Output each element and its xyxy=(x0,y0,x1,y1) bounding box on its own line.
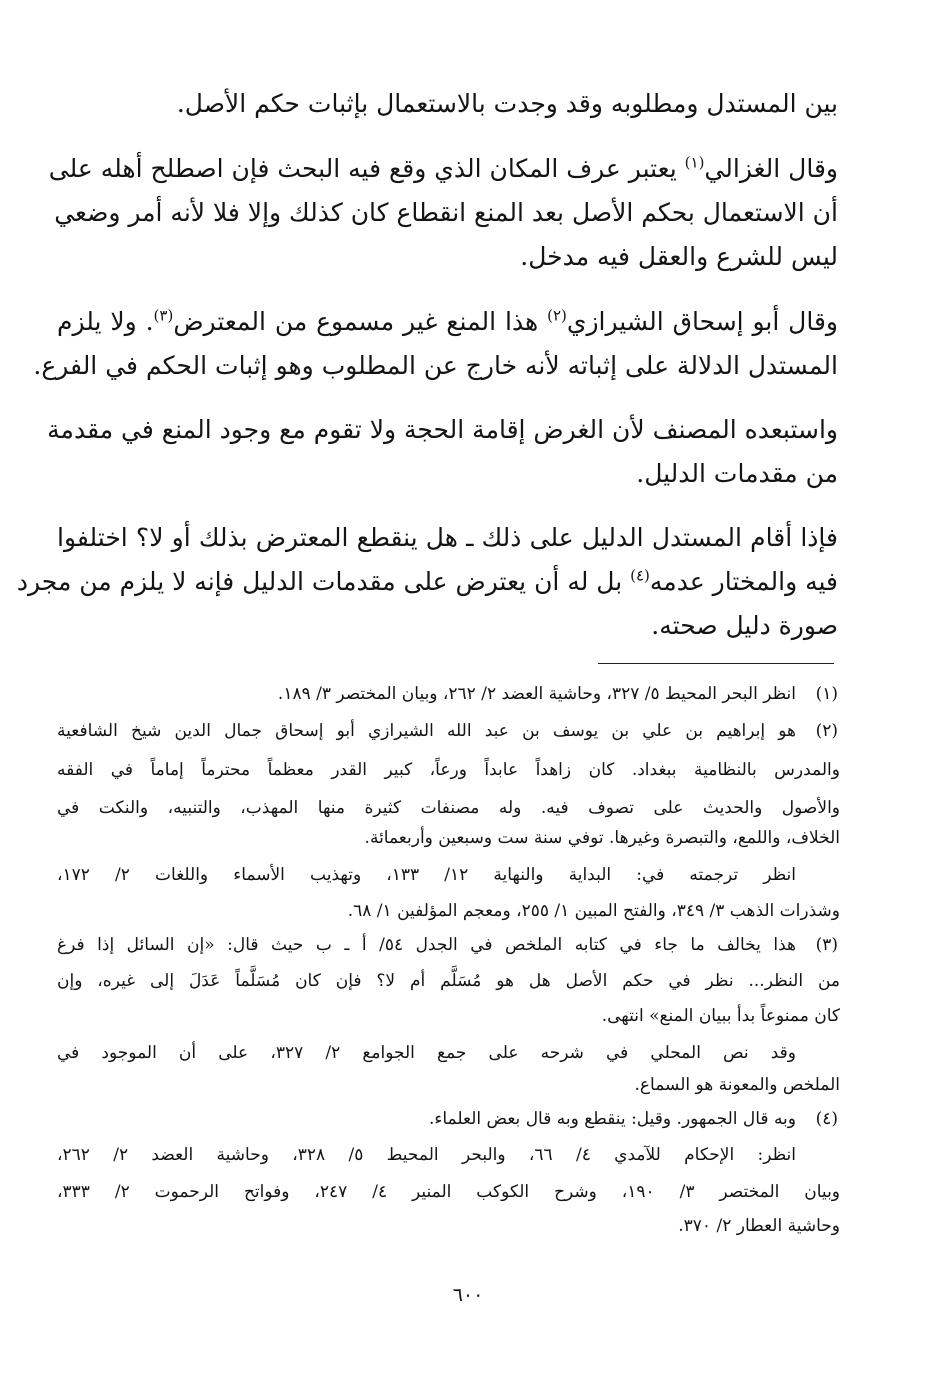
footnote-2-line: الخلاف، واللمع، والتبصرة وغيرها. توفي سنة ست وسبعين وأربعمائة. xyxy=(364,828,840,848)
footnote-1-line: انظر البحر المحيط ٥/ ٣٢٧، وحاشية العضد ٢/ ٢٦٢، وبيان المختصر ٣/ ١٨٩. xyxy=(277,684,796,704)
footnote-3-line: من النظر... نظر في حكم الأصل هل هو مُسَلَّم أم لا؟ فإن كان مُسَلَّماً عَدَلَ إلى غيره، وإن xyxy=(57,971,840,991)
footnote-2-line: هو إبراهيم بن علي بن يوسف بن عبد الله الشيرازي أبو إسحاق جمال الدين شيخ الشافعية xyxy=(57,721,796,741)
footnote-3-line: كان ممنوعاً بدأ ببيان المنع» انتهى. xyxy=(601,1006,840,1026)
text-segment: . ولا يلزم xyxy=(57,307,154,336)
footnote-ref-2[interactable]: (٢) xyxy=(547,306,567,325)
text-segment: بل له أن يعترض على مقدمات الدليل فإنه لا يلزم من مجرد xyxy=(16,567,631,596)
footnote-2-line: وشذرات الذهب ٣/ ٣٤٩، والفتح المبين ١/ ٢٥٥، ومعجم المؤلفين ١/ ٦٨. xyxy=(347,901,840,921)
footnote-3-line: هذا يخالف ما جاء في كتابه الملخص في الجدل ٥٤/ أ ـ ب حيث قال: «إن السائل إذا فرغ xyxy=(57,935,796,955)
footnote-3-line: وقد نص المحلي في شرحه على جمع الجوامع ٢/ ٣٢٧، على أن الموجود في xyxy=(57,1043,796,1063)
paragraph-ghazali-line-1 xyxy=(48,153,838,185)
text-segment: وقال الغزالي xyxy=(704,154,838,183)
footnote-number-4: (٤) xyxy=(815,1109,838,1129)
footnote-3-line: الملخص والمعونة هو السماع. xyxy=(634,1075,840,1095)
paragraph-mustadill-line-3: صورة دليل صحته. xyxy=(651,611,838,640)
footnote-number-2: (٢) xyxy=(815,721,838,741)
footnote-2-line: والأصول والحديث على تصوف فيه. وله مصنفات كثيرة منها المهذب، والتنبيه، والنكت في xyxy=(57,798,840,818)
text-segment: يعتبر عرف المكان الذي وقع فيه البحث فإن اصطلح أهله على xyxy=(48,154,685,183)
footnote-separator xyxy=(598,663,834,664)
paragraph-musannif-line-1: واستبعده المصنف لأن الغرض إقامة الحجة ولا تقوم مع وجود المنع في مقدمة xyxy=(47,415,838,444)
footnote-number-3: (٣) xyxy=(815,935,838,955)
footnote-4-line: انظر: الإحكام للآمدي ٤/ ٦٦، والبحر المحيط ٥/ ٣٢٨، وحاشية العضد ٢/ ٢٦٢، xyxy=(57,1145,797,1165)
paragraph-shirazi-line-1 xyxy=(57,306,838,338)
paragraph-mustadill-line-2 xyxy=(16,566,838,598)
footnote-ref-1[interactable]: (١) xyxy=(684,153,705,172)
paragraph-ghazali-line-2: أن الاستعمال بحكم الأصل بعد المنع انقطاع كان كذلك وإلا فلا لأنه أمر وضعي xyxy=(54,198,838,227)
footnote-2-line: والمدرس بالنظامية ببغداد. كان زاهداً عابداً ورعاً، كبير القدر معظماً محترماً إماماً في الفقه xyxy=(57,760,840,780)
footnote-4-line: وبيان المختصر ٣/ ١٩٠، وشرح الكوكب المنير ٤/ ٢٤٧، وفواتح الرحموت ٢/ ٣٣٣، xyxy=(57,1182,841,1202)
footnote-ref-4[interactable]: (٤) xyxy=(630,566,650,585)
paragraph-ghazali-line-3: ليس للشرع والعقل فيه مدخل. xyxy=(520,242,838,271)
paragraph-musannif-line-2: من مقدمات الدليل. xyxy=(636,459,838,488)
footnote-4-line: وحاشية العطار ٢/ ٣٧٠. xyxy=(678,1216,840,1236)
footnote-number-1: (١) xyxy=(815,684,838,704)
main-text-line: بين المستدل ومطلوبه وقد وجدت بالاستعمال بإثبات حكم الأصل. xyxy=(176,89,838,118)
text-segment: فيه والمختار عدمه xyxy=(649,567,838,596)
page-number: ٦٠٠ xyxy=(452,1284,484,1306)
paragraph-shirazi-line-2: المستدل الدلالة على إثباته لأنه خارج عن المطلوب وهو إثبات الحكم في الفرع. xyxy=(33,351,838,380)
footnote-2-line: انظر ترجمته في: البداية والنهاية ١٢/ ١٣٣، وتهذيب الأسماء واللغات ٢/ ١٧٢، xyxy=(57,865,796,885)
footnote-ref-3[interactable]: (٣) xyxy=(153,306,174,325)
footnote-4-line: وبه قال الجمهور. وقيل: ينقطع وبه قال بعض العلماء. xyxy=(428,1109,796,1129)
text-segment: وقال أبو إسحاق الشيرازي xyxy=(566,307,838,336)
paragraph-mustadill-line-1: فإذا أقام المستدل الدليل على ذلك ـ هل ينقطع المعترض بذلك أو لا؟ اختلفوا xyxy=(57,523,838,552)
text-segment: هذا المنع غير مسموع من المعترض xyxy=(173,307,548,336)
